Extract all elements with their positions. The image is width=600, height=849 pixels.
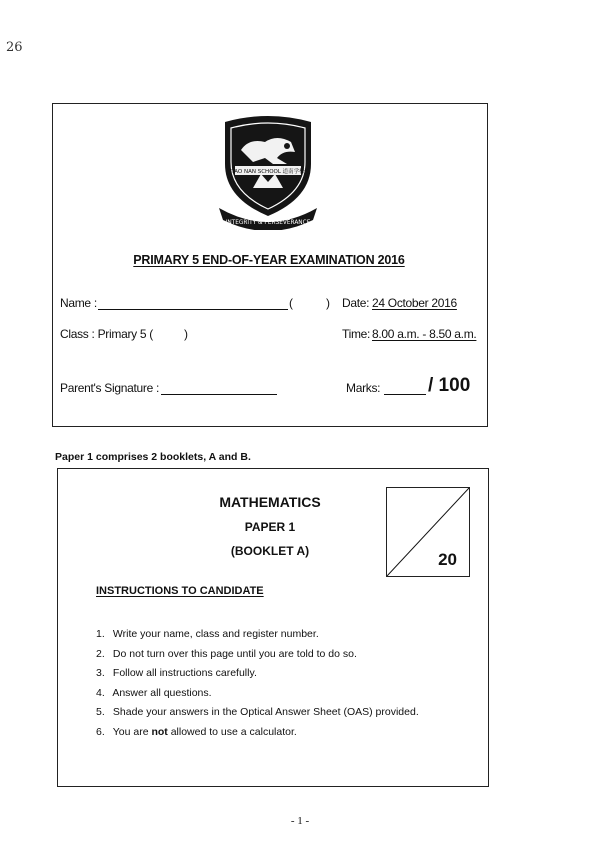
instructions-list [96, 626, 419, 744]
list-item [96, 626, 419, 646]
exam-title: PRIMARY 5 END-OF-YEAR EXAMINATION 2016 [133, 253, 405, 267]
marks-label: Marks: [346, 381, 381, 395]
crest-motto-text: INTEGRITY & PERSEVERANCE [225, 220, 311, 226]
school-crest-icon [213, 112, 323, 230]
marks-line [384, 394, 426, 395]
score-box [386, 487, 470, 577]
name-register-open: ( [289, 296, 293, 310]
item-number: 4. [96, 686, 105, 699]
date-label: Date: [342, 296, 370, 310]
item-text-end: allowed to use a calculator. [167, 725, 297, 738]
instructions-heading: INSTRUCTIONS TO CANDIDATE [96, 585, 264, 597]
booklet-title: (BOOKLET A) [230, 544, 310, 558]
date-value: 24 October 2016 [372, 296, 457, 310]
name-line[interactable] [98, 309, 288, 310]
corner-mark: 26 [6, 40, 23, 55]
class-paren-close: ) [184, 327, 188, 341]
item-number: 2. [96, 647, 105, 660]
item-number: 5. [96, 706, 105, 719]
item-text: Write your name, class and register number. [112, 628, 319, 640]
item-text: Shade your answers in the Optical Answer Sheet (OAS) provided. [112, 706, 419, 719]
item-text: Do not turn over this page until you are told to do so. [112, 647, 357, 660]
list-item [96, 704, 419, 724]
time-label: Time: [342, 327, 371, 341]
intro-text: Paper 1 comprises 2 booklets, A and B. [55, 451, 251, 463]
time-value: 8.00 a.m. - 8.50 a.m. [372, 327, 477, 341]
item-text: Follow all instructions carefully. [112, 667, 257, 680]
crest-banner-text: TAO NAN SCHOOL 道南学校 [231, 169, 305, 175]
signature-line[interactable] [161, 394, 277, 395]
list-item [96, 685, 419, 705]
item-number: 3. [96, 667, 105, 680]
list-item [96, 665, 419, 685]
item-number: 1. [96, 628, 105, 640]
class-label: Class : Primary 5 ( [60, 327, 153, 341]
item-emphasis: not [151, 725, 168, 738]
list-item [96, 646, 419, 666]
item-text: Answer all questions. [112, 686, 212, 699]
name-register-close: ) [326, 296, 330, 310]
paper-title: PAPER 1 [244, 520, 296, 534]
subject-title: MATHEMATICS [219, 494, 321, 510]
page-number: - 1 - [290, 815, 310, 827]
signature-label: Parent's Signature : [60, 381, 160, 395]
item-number: 6. [96, 725, 105, 738]
score-total: 20 [438, 550, 457, 569]
item-text: You are [112, 725, 152, 738]
marks-total: / 100 [428, 375, 471, 396]
list-item [96, 724, 419, 744]
name-label: Name : [60, 296, 97, 310]
